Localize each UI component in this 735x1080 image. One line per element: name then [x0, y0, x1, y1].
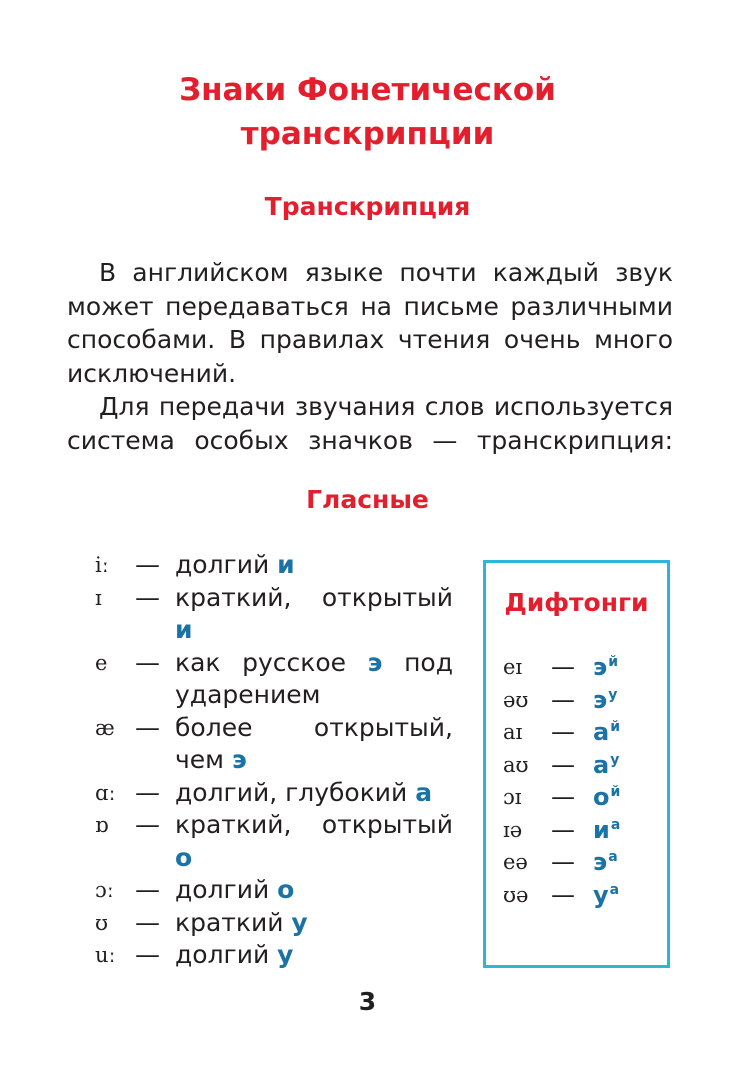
- diphthong-sound-glide: а: [609, 881, 620, 898]
- diphthong-sound-main: э: [593, 685, 608, 714]
- diphthong-sound-glide: й: [608, 654, 619, 670]
- intro-text: [67, 256, 673, 457]
- diphthong-sound-glide: й: [610, 784, 621, 800]
- page-title: [0, 68, 735, 156]
- vowel-dash: —: [135, 875, 160, 904]
- vowel-row: [95, 549, 453, 582]
- diphthong-sound-main: о: [593, 783, 610, 811]
- vowel-sound: и: [175, 615, 193, 644]
- diphthong-symbol: əʊ: [503, 687, 529, 712]
- vowel-text: как русское: [175, 647, 347, 677]
- diphthongs-list: [503, 651, 653, 911]
- diphthong-sound: [593, 879, 619, 912]
- diphthong-sound: [593, 684, 617, 717]
- diphthong-row: [503, 651, 653, 684]
- vowel-sound: э: [367, 647, 383, 677]
- vowel-dash: —: [135, 907, 160, 937]
- vowel-row: [95, 647, 453, 712]
- vowel-description: [175, 549, 453, 582]
- diphthong-dash: —: [551, 685, 575, 714]
- vowel-dash: —: [135, 550, 160, 579]
- diphthong-dash: —: [551, 880, 575, 909]
- vowel-description: [175, 809, 453, 874]
- vowel-symbol: e: [95, 650, 108, 675]
- vowel-description: [175, 777, 453, 810]
- vowel-description: [175, 874, 453, 907]
- diphthong-sound-main: и: [593, 815, 610, 844]
- diphthong-row: [503, 716, 653, 749]
- vowel-text: долгий, глубокий: [175, 777, 408, 807]
- diphthong-sound-main: у: [593, 880, 609, 909]
- diphthong-dash: —: [551, 653, 575, 681]
- diphthong-symbol: eɪ: [503, 655, 523, 679]
- vowel-sound: а: [415, 777, 433, 807]
- diphthong-row: [503, 879, 653, 912]
- diphthong-sound-glide: а: [610, 816, 621, 833]
- vowel-symbol: iː: [95, 553, 109, 577]
- vowels-list: [95, 549, 453, 972]
- diphthongs-box: [483, 560, 670, 968]
- vowel-symbol: ɪ: [95, 585, 102, 610]
- vowel-row: [95, 809, 453, 874]
- diphthong-sound-main: э: [593, 653, 608, 681]
- vowel-symbol: ɔː: [95, 878, 114, 902]
- vowels-heading: Гласные: [306, 485, 429, 514]
- diphthong-row: [503, 846, 653, 879]
- diphthong-sound-glide: у: [608, 686, 618, 703]
- vowel-symbol: ɒ: [95, 813, 109, 837]
- diphthong-symbol: ɔɪ: [503, 785, 522, 809]
- diphthong-sound-glide: а: [608, 849, 618, 865]
- vowel-text: долгий: [175, 875, 270, 904]
- diphthong-sound: [593, 814, 620, 847]
- diphthong-sound: [593, 749, 619, 782]
- diphthong-symbol: ʊə: [503, 882, 529, 907]
- page-title-line2: транскрипции: [240, 116, 495, 152]
- vowel-sound: о: [277, 875, 295, 904]
- page-number: 3: [358, 987, 377, 1016]
- vowel-description: [175, 907, 453, 940]
- vowel-description: [175, 582, 453, 647]
- diphthong-symbol: aʊ: [503, 752, 529, 777]
- vowel-text: долгий: [175, 550, 270, 579]
- diphthong-symbol: aɪ: [503, 720, 523, 744]
- vowel-description: [175, 939, 453, 972]
- vowel-sound: у: [291, 907, 308, 937]
- diphthong-dash: —: [551, 848, 575, 876]
- vowel-dash: —: [135, 712, 160, 742]
- diphthong-dash: —: [551, 783, 575, 811]
- diphthong-symbol: ɪə: [503, 817, 523, 842]
- diphthong-sound: [593, 781, 620, 814]
- vowel-text: краткий, открытый: [175, 582, 453, 612]
- vowel-dash: —: [135, 582, 160, 612]
- vowel-row: [95, 939, 453, 972]
- vowel-symbol: ʊ: [95, 910, 109, 935]
- vowel-dash: —: [135, 940, 160, 969]
- diphthong-sound: [593, 651, 618, 684]
- vowel-symbol: æ: [95, 715, 115, 740]
- intro-paragraph-2: Для передачи звучания слов используется система особых значков — транскрипция:: [67, 392, 673, 455]
- diphthong-dash: —: [551, 718, 575, 746]
- diphthong-sound-main: э: [593, 848, 608, 876]
- page-title-line1: Знаки Фонетической: [179, 72, 556, 108]
- vowel-description: [175, 712, 453, 777]
- diphthongs-title: Дифтонги: [504, 588, 649, 617]
- vowel-dash: —: [135, 777, 160, 807]
- vowel-sound: э: [231, 745, 247, 774]
- diphthong-row: [503, 684, 653, 717]
- vowel-text: краткий, открытый: [175, 810, 453, 839]
- vowel-row: [95, 582, 453, 647]
- vowel-dash: —: [135, 647, 160, 677]
- diphthong-sound-main: а: [593, 718, 610, 746]
- intro-paragraph-1: В английском языке почти каждый звук может передаваться на письме различными способами. В правилах чтения очень много исключений.: [67, 258, 673, 388]
- vowel-symbol: ɑː: [95, 780, 116, 805]
- section-title: Транскрипция: [264, 192, 471, 221]
- diphthong-dash: —: [551, 815, 575, 844]
- vowel-row: [95, 712, 453, 777]
- vowel-text: долгий: [175, 940, 270, 969]
- diphthong-row: [503, 814, 653, 847]
- vowel-text: краткий: [175, 907, 284, 937]
- diphthong-sound-glide: у: [610, 751, 620, 768]
- diphthong-sound-main: а: [593, 750, 610, 779]
- vowel-text: более открытый, чем: [175, 712, 453, 774]
- diphthong-row: [503, 781, 653, 814]
- diphthong-sound: [593, 716, 620, 749]
- vowel-sound: и: [277, 550, 295, 579]
- vowel-sound: у: [277, 940, 294, 969]
- vowel-dash: —: [135, 810, 160, 839]
- diphthong-sound: [593, 846, 618, 879]
- vowel-text-after: под ударением: [175, 647, 453, 709]
- vowel-row: [95, 874, 453, 907]
- diphthong-sound-glide: й: [610, 719, 621, 735]
- vowel-row: [95, 907, 453, 940]
- diphthong-symbol: eə: [503, 850, 528, 874]
- vowel-description: [175, 647, 453, 712]
- diphthong-dash: —: [551, 750, 575, 779]
- vowel-symbol: uː: [95, 943, 116, 967]
- diphthong-row: [503, 749, 653, 782]
- vowel-sound: о: [175, 842, 193, 872]
- vowel-row: [95, 777, 453, 810]
